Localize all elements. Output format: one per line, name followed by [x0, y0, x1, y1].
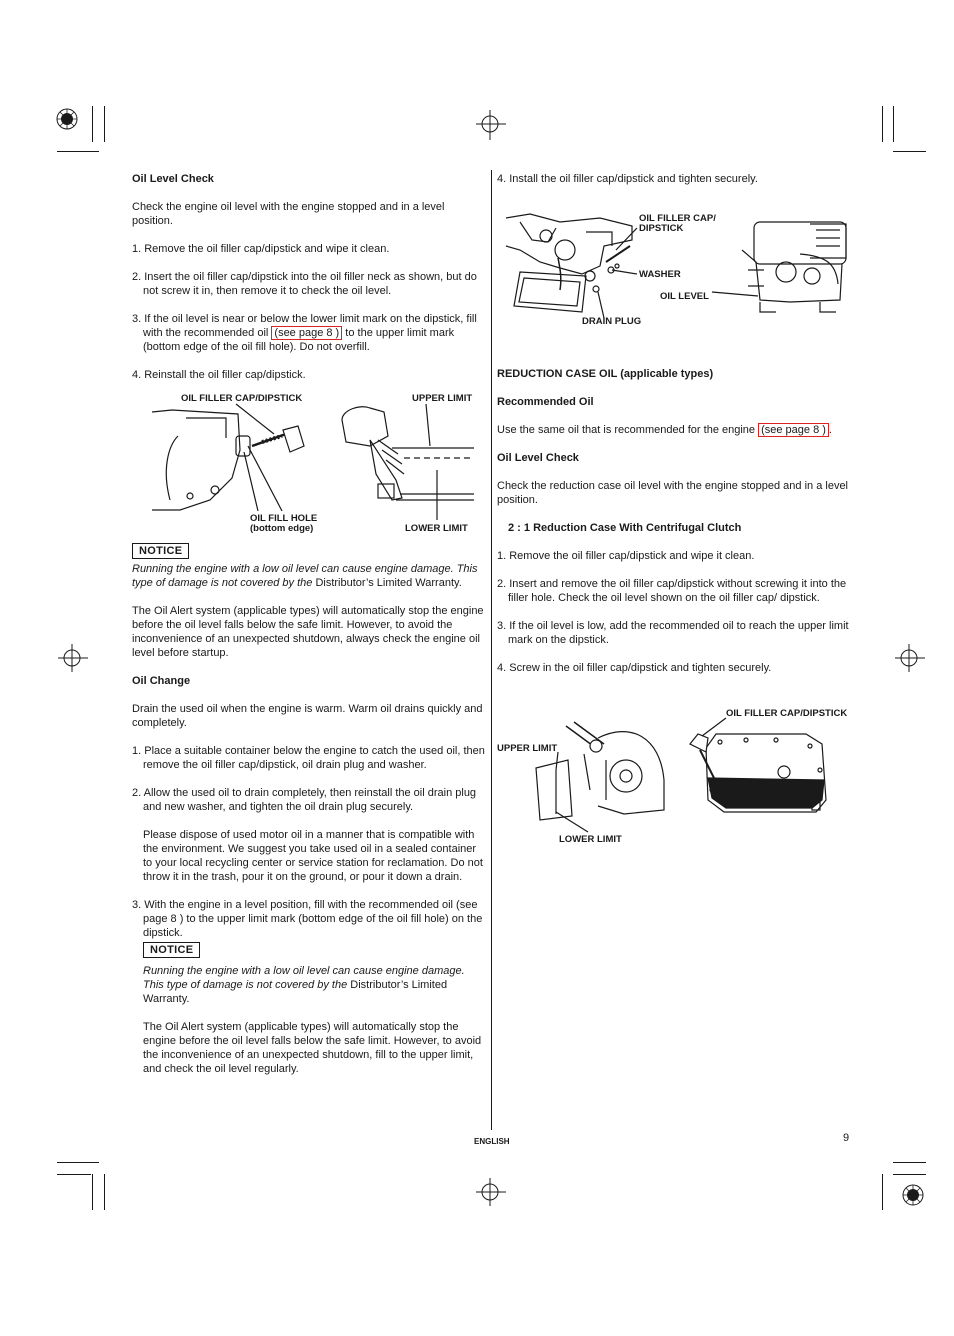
oil-level-step-4: 4. Reinstall the oil filler cap/dipstick. — [132, 369, 306, 381]
step-3-text-post: to the upper limit mark (bottom edge of the oil fill hole). Do not overfill. — [143, 327, 455, 353]
reduction-step-3: 3. If the oil level is low, add the recommended oil to reach the upper limit mark on the dipstick. — [497, 620, 849, 646]
reduction-case-subheading: 2 : 1 Reduction Case With Centrifugal Clutch — [508, 522, 742, 534]
label-dipstick-2: DIPSTICK — [639, 223, 684, 234]
label-oil-filler-cap-3: OIL FILLER CAP/DIPSTICK — [726, 708, 848, 719]
oil-change-step-1: 1. Place a suitable container below the engine to catch the used oil, then remove the oil filler cap/dipstick, oil drain plug and washer. — [132, 745, 485, 771]
notice-badge: NOTICE — [132, 543, 189, 559]
see-page-8-link-2[interactable]: (see page 8 ) — [758, 423, 829, 437]
oil-level-step-1: 1. Remove the oil filler cap/dipstick and wipe it clean. — [132, 243, 390, 255]
recommended-oil-post: . — [828, 424, 832, 436]
notice-2-normal: Distributor’s Limited Warranty. — [143, 979, 448, 1005]
reduction-step-2: 2. Insert and remove the oil filler cap/dipstick without screwing it into the filler hole. Check the oil level shown on the oil filler cap/ dipstick. — [497, 578, 847, 604]
reduction-case-heading: REDUCTION CASE OIL (applicable types) — [497, 368, 714, 380]
notice-badge-2: NOTICE — [143, 942, 200, 958]
label-oil-level: OIL LEVEL — [660, 291, 709, 302]
label-lower-limit-2: LOWER LIMIT — [559, 834, 622, 845]
step-3-text-pre: 3. If the oil level is near or below the lower limit mark on the dipstick, fill with the recommended oil — [132, 313, 477, 339]
oil-level-check-intro: Check the engine oil level with the engine stopped and in a level position. — [132, 201, 445, 227]
notice-1-normal: Distributor’s Limited Warranty. — [312, 577, 462, 589]
notice-1-italic: Running the engine with a low oil level can cause engine damage. This type of damage is not covered by the — [132, 563, 478, 589]
oil-change-step-3: 3. With the engine in a level position, fill with the recommended oil (see page 8 ) to the upper limit mark (bottom edge of the oil fill hole) on the dipstick. — [132, 899, 483, 939]
label-upper-limit-2: UPPER LIMIT — [497, 743, 558, 754]
recommended-oil-pre: Use the same oil that is recommended for the engine — [497, 424, 759, 436]
reduction-oil-level-heading: Oil Level Check — [497, 452, 579, 464]
see-page-8-link[interactable]: (see page 8 ) — [271, 326, 342, 340]
reduction-step-1: 1. Remove the oil filler cap/dipstick and wipe it clean. — [497, 550, 755, 562]
oil-dispose-text: Please dispose of used motor oil in a manner that is compatible with the environment. We suggest you take used oil in a sealed container to your local recycling center or service station for reclamation. Do not throw it in the trash, pour it on the ground, or pour it down a drain. — [143, 829, 483, 883]
oil-change-step-2: 2. Allow the used oil to drain completely, then reinstall the oil drain plug and new washer, and tighten the oil drain plug securely. — [132, 787, 477, 813]
page-number: 9 — [843, 1132, 850, 1144]
label-bottom-edge: (bottom edge) — [250, 523, 314, 534]
footer-language: ENGLISH — [474, 1137, 510, 1146]
label-washer: WASHER — [639, 269, 681, 280]
oil-alert-2: The Oil Alert system (applicable types) will automatically stop the engine before the oil level falls below the safe limit. However, to avoid the inconvenience of an unexpected shutdown, fill to the upper limit, and check the oil level regularly. — [143, 1021, 482, 1075]
label-oil-fill-hole: OIL FILL HOLE — [250, 513, 318, 524]
oil-level-check-heading: Oil Level Check — [132, 173, 214, 185]
oil-change-heading: Oil Change — [132, 675, 191, 687]
label-upper-limit: UPPER LIMIT — [412, 393, 473, 404]
notice-2-italic: Running the engine with a low oil level can cause engine damage. This type of damage is not covered by the — [143, 965, 465, 991]
reduction-step-4: 4. Screw in the oil filler cap/dipstick and tighten securely. — [497, 662, 772, 674]
install-cap-step-4: 4. Install the oil filler cap/dipstick and tighten securely. — [497, 173, 758, 185]
oil-change-intro: Drain the used oil when the engine is warm. Warm oil drains quickly and completely. — [132, 703, 483, 729]
label-oil-filler-cap-2: OIL FILLER CAP/ — [639, 213, 716, 224]
oil-level-step-2: 2. Insert the oil filler cap/dipstick into the oil filler neck as shown, but do not screw it in, then remove it to check the oil level. — [132, 271, 477, 297]
recommended-oil-heading: Recommended Oil — [497, 396, 594, 408]
label-oil-filler-cap: OIL FILLER CAP/DIPSTICK — [181, 393, 303, 404]
label-lower-limit: LOWER LIMIT — [405, 523, 468, 534]
reduction-oil-level-intro: Check the reduction case oil level with the engine stopped and in a level position. — [497, 480, 849, 506]
oil-alert-1: The Oil Alert system (applicable types) will automatically stop the engine before the oil level falls below the safe limit. However, to avoid the inconvenience of an unexpected shutdown, always check the engine oil level before startup. — [132, 605, 484, 659]
label-drain-plug: DRAIN PLUG — [582, 316, 642, 327]
